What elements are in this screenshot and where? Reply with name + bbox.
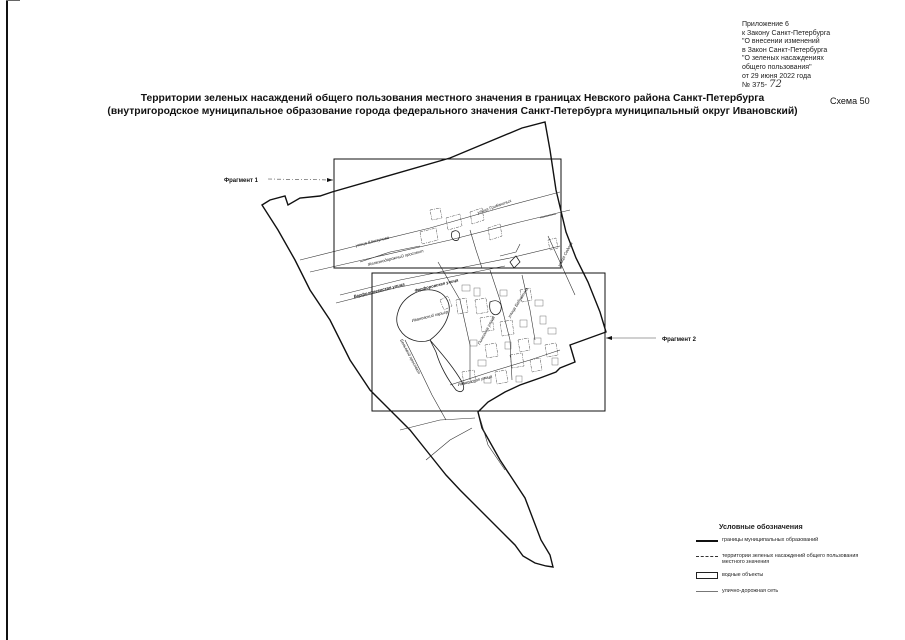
block <box>516 376 522 382</box>
street-line <box>300 192 560 260</box>
green-area <box>510 353 524 368</box>
street-label: улица Бабушкина <box>506 286 530 319</box>
green-area <box>545 343 558 357</box>
appendix-line: в Закон Санкт-Петербурга <box>742 46 828 54</box>
street-line <box>522 275 535 340</box>
fragment-1-arrow <box>327 178 333 182</box>
page-title-line-2: (внутригородское муниципальное образование города федерального значения Санкт-Петербурга муниципальный округ Ивановский) <box>107 106 798 117</box>
green-area <box>530 358 542 372</box>
street-line <box>500 244 520 256</box>
appendix-line: от 29 июня 2022 года <box>742 72 812 80</box>
pond <box>451 231 459 241</box>
green-area <box>420 228 438 244</box>
legend-item <box>692 572 862 588</box>
legend-symbol-thick-line <box>696 540 718 542</box>
legend-symbol-thin-line <box>696 591 718 592</box>
block <box>540 316 546 324</box>
street-label: Пинегина улица <box>476 315 496 346</box>
fragment-1-frame <box>334 159 561 268</box>
block <box>478 360 486 366</box>
block <box>500 290 507 296</box>
street-label: Ивановский карьер <box>411 309 449 323</box>
street-label: Бельевой проспект <box>399 338 422 375</box>
appendix-number-handwritten: 72 <box>769 79 782 91</box>
street-line <box>400 418 475 430</box>
block <box>474 288 480 296</box>
green-area <box>456 298 468 314</box>
fragment-2-frame <box>372 273 605 411</box>
street-label: Железнодорожный проспект <box>367 248 424 267</box>
scheme-label: Схема 50 <box>830 96 870 106</box>
green-area <box>475 298 488 314</box>
green-area <box>518 338 530 352</box>
block <box>535 300 543 306</box>
block <box>520 320 527 327</box>
legend-title: Условные обозначения <box>719 522 803 531</box>
street-label: улица Шелгунова <box>355 234 390 248</box>
fragment-1-label: Фрагмент 1 <box>224 178 258 184</box>
street-line <box>340 246 560 295</box>
street-label: Варфоломеевская улица <box>353 281 406 299</box>
fragment-1-leader <box>268 179 333 180</box>
fragment-2-label: Фрагмент 2 <box>662 337 696 343</box>
street-line <box>310 210 570 272</box>
street-label: Ивановская улица <box>457 373 493 387</box>
street-label: улица Грибакиных <box>476 197 513 215</box>
street-line <box>336 266 505 303</box>
street-line <box>470 230 482 268</box>
block <box>548 328 556 334</box>
legend-label: границы муниципальных образований <box>722 537 819 543</box>
green-area <box>446 214 462 230</box>
legend-symbol-dash-dot-line <box>696 556 718 557</box>
appendix-number-prefix: № 375- <box>742 80 768 90</box>
street-label: Фарфоровская улица <box>414 277 459 293</box>
street-labels <box>353 198 574 387</box>
fragment-2-arrow <box>606 336 612 340</box>
green-area <box>548 238 558 250</box>
legend-label: улично-дорожная сеть <box>722 588 779 594</box>
appendix-line: к Закону Санкт-Петербурга <box>742 29 831 37</box>
street-network <box>300 192 575 470</box>
green-area <box>495 370 508 384</box>
legend-symbol-rectangle <box>696 572 718 579</box>
street-label: улица Седова <box>556 241 574 268</box>
legend-item <box>692 553 862 572</box>
legend-label: водные объекты <box>722 572 764 578</box>
map-legend <box>692 522 862 604</box>
block <box>552 358 558 365</box>
appendix-line: Приложение 6 <box>742 21 789 28</box>
legend-label: территории зеленых насаждений общего пользования местного значения <box>722 553 859 566</box>
green-area <box>488 224 502 240</box>
page-title-line-1: Территории зеленых насаждений общего пользования местного значения в границах Невского района Санкт-Петербурга <box>140 93 765 104</box>
street-line <box>490 270 512 380</box>
green-area <box>430 208 442 220</box>
appendix-line: общего пользования" <box>742 63 812 71</box>
block <box>462 285 470 291</box>
legend-item <box>692 588 862 604</box>
appendix-line: "О внесении изменений <box>742 38 820 46</box>
appendix-line: "О зеленых насаждениях <box>742 55 824 63</box>
street-line <box>540 214 556 218</box>
street-line <box>426 428 472 460</box>
pond <box>490 301 502 315</box>
legend-item <box>692 537 862 553</box>
green-area <box>485 343 498 358</box>
